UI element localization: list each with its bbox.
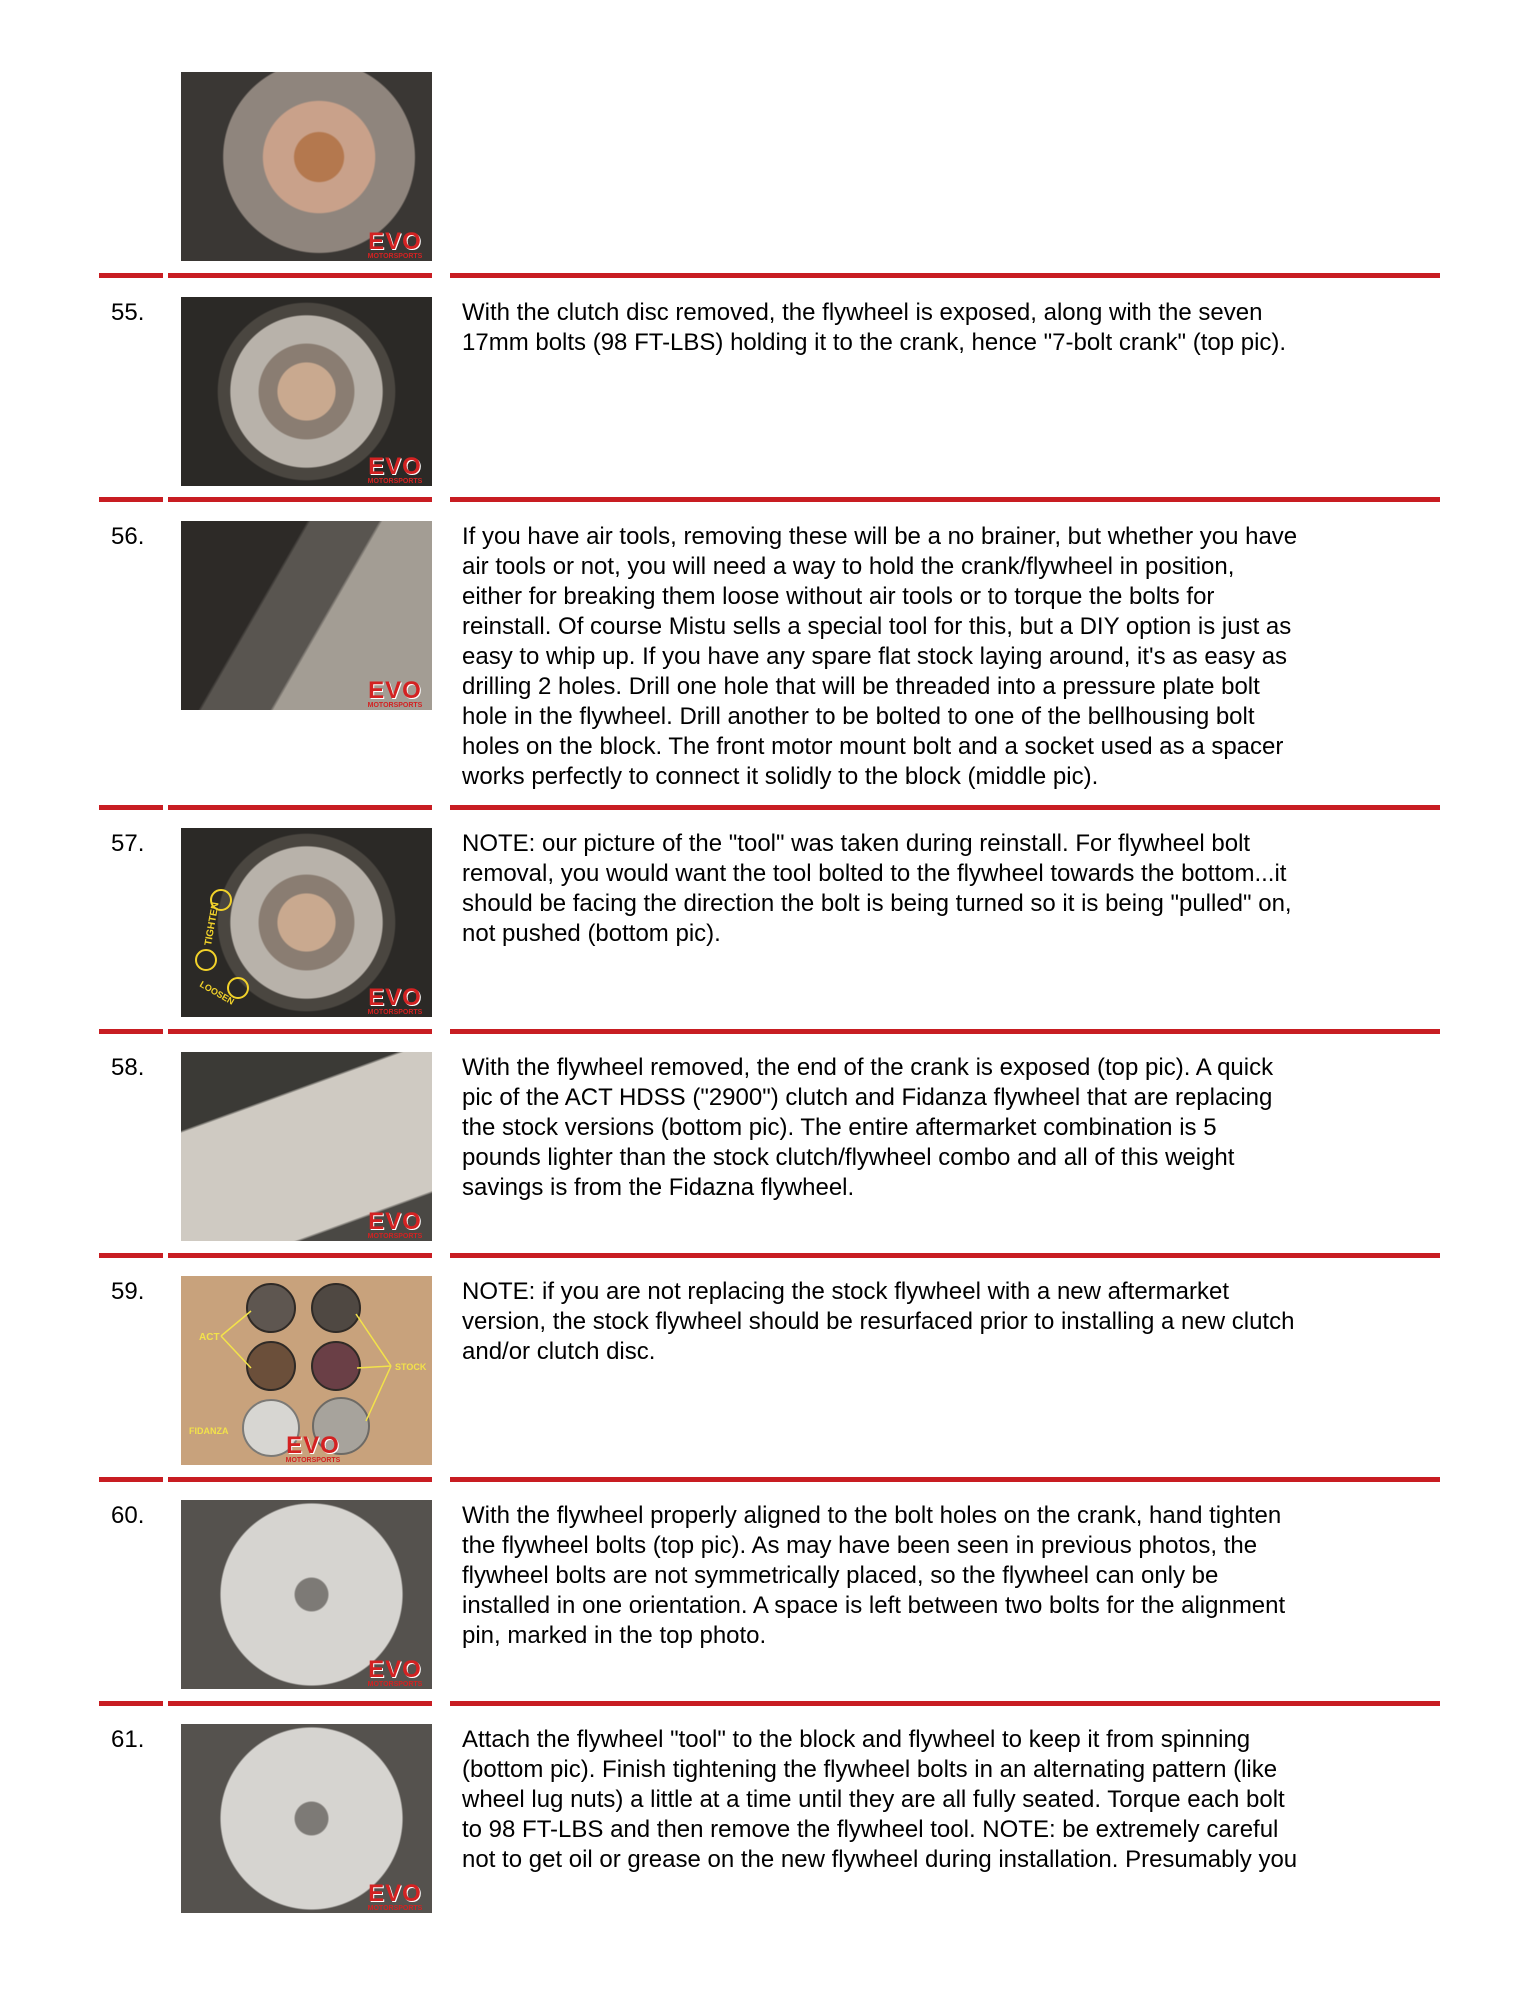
step-59-rule-text xyxy=(450,1253,1440,1258)
step-text: NOTE: our picture of the "tool" was taken during reinstall. For flywheel bolt removal, you would want the tool bolted to the flywheel towards the bottom...it should be facing the direction the bolt is being turned so it is being "pulled" on, not pushed (bottom pic). xyxy=(462,830,1292,947)
step-56-rule-text xyxy=(450,497,1440,502)
evo-logo: EVO MOTORSPORTS xyxy=(367,453,423,485)
step-number: 57. xyxy=(111,830,145,857)
step-text: If you have air tools, removing these will be a no brainer, but whether you have air tools or not, you will need a way to hold the crank/flywheel in position, either for breaking them loose without air tools or to torque the bolts for reinstall. Of course Mistu sells a special tool for this, but a DIY option is just as easy to whip up. If you have any spare flat stock laying around, it's as easy as drilling 2 holes. Drill one hole that will be threaded into a pressure plate bolt hole in the flywheel. Drill another to be bolted to one of the bellhousing bolt holes on the block. The front motor mount bolt and a socket used as a spacer works perfectly to connect it solidly to the block (middle pic). xyxy=(462,523,1298,790)
flywheel-torque-photo xyxy=(181,1724,432,1913)
step-57-rule-photo xyxy=(168,805,432,810)
tool-direction-photo xyxy=(181,828,432,1017)
evo-logo: EVO MOTORSPORTS xyxy=(367,984,423,1016)
crank-end-photo xyxy=(181,1052,432,1241)
step-56-rule-number xyxy=(99,497,163,502)
step-58-rule-text xyxy=(450,1029,1440,1034)
step-55-rule-text xyxy=(450,273,1440,278)
step-55-rule-number xyxy=(99,273,163,278)
step-text: With the clutch disc removed, the flywheel is exposed, along with the seven 17mm bolts (98 FT-LBS) holding it to the crank, hence "7-bolt crank" (top pic). xyxy=(462,299,1287,356)
step-56-rule-photo xyxy=(168,497,432,502)
step-59-rule-photo xyxy=(168,1253,432,1258)
evo-logo: EVO MOTORSPORTS xyxy=(285,1432,341,1464)
flywheel-exposed-photo xyxy=(181,297,432,486)
step-number: 58. xyxy=(111,1054,145,1081)
evo-logo: EVO MOTORSPORTS xyxy=(367,677,423,709)
flywheel-tool-photo xyxy=(181,521,432,710)
step-57-rule-number xyxy=(99,805,163,810)
evo-logo: EVO MOTORSPORTS xyxy=(367,228,423,260)
step-59-rule-number xyxy=(99,1253,163,1258)
clutch-disc-photo xyxy=(181,72,432,261)
step-number: 60. xyxy=(111,1502,145,1529)
step-60-rule-photo xyxy=(168,1477,432,1482)
step-number: 56. xyxy=(111,523,145,550)
aftermarket-flywheel-photo xyxy=(181,1500,432,1689)
evo-logo: EVO MOTORSPORTS xyxy=(367,1208,423,1240)
step-57-rule-text xyxy=(450,805,1440,810)
step-number: 59. xyxy=(111,1278,145,1305)
step-number: 55. xyxy=(111,299,145,326)
act-label: ACT xyxy=(199,1332,220,1343)
step-58-rule-photo xyxy=(168,1029,432,1034)
fidanza-label: FIDANZA xyxy=(189,1426,229,1436)
loosen-label: LOOSEN xyxy=(198,979,236,1007)
step-number: 61. xyxy=(111,1726,145,1753)
step-text: NOTE: if you are not replacing the stock flywheel with a new aftermarket version, the stock flywheel should be resurfaced prior to installing a new clutch and/or clutch disc. xyxy=(462,1278,1295,1365)
evo-logo: EVO MOTORSPORTS xyxy=(367,1656,423,1688)
step-text: With the flywheel properly aligned to the bolt holes on the crank, hand tighten the flywheel bolts (top pic). As may have been seen in previous photos, the flywheel bolts are not symmetrically placed, so the flywheel can only be installed in one orientation. A space is left between two bolts for the alignment pin, marked in the top photo. xyxy=(462,1502,1286,1649)
step-55-rule-photo xyxy=(168,273,432,278)
step-58-rule-number xyxy=(99,1029,163,1034)
step-61-rule-photo xyxy=(168,1701,432,1706)
evo-logo: EVO MOTORSPORTS xyxy=(367,1880,423,1912)
step-61-rule-number xyxy=(99,1701,163,1706)
tighten-label: TIGHTEN xyxy=(203,901,222,947)
step-text: With the flywheel removed, the end of the crank is exposed (top pic). A quick pic of the ACT HDSS ("2900") clutch and Fidanza flywheel that are replacing the stock versions (bottom pic). The entire aftermarket combination is 5 pounds lighter than the stock clutch/flywheel combo and all of this weight savings is from the Fidazna flywheel. xyxy=(462,1054,1274,1201)
clutch-parts-comparison-photo xyxy=(181,1276,432,1465)
step-61-rule-text xyxy=(450,1701,1440,1706)
stock-label: STOCK xyxy=(395,1362,427,1372)
step-60-rule-text xyxy=(450,1477,1440,1482)
step-60-rule-number xyxy=(99,1477,163,1482)
step-text: Attach the flywheel "tool" to the block and flywheel to keep it from spinning (bottom pic). Finish tightening the flywheel bolts in an alternating pattern (like wheel lug nuts) a little at a time until they are all fully seated. Torque each bolt to 98 FT-LBS and then remove the flywheel tool. NOTE: be extremely careful not to get oil or grease on the new flywheel during installation. Presumably you xyxy=(462,1726,1298,1873)
